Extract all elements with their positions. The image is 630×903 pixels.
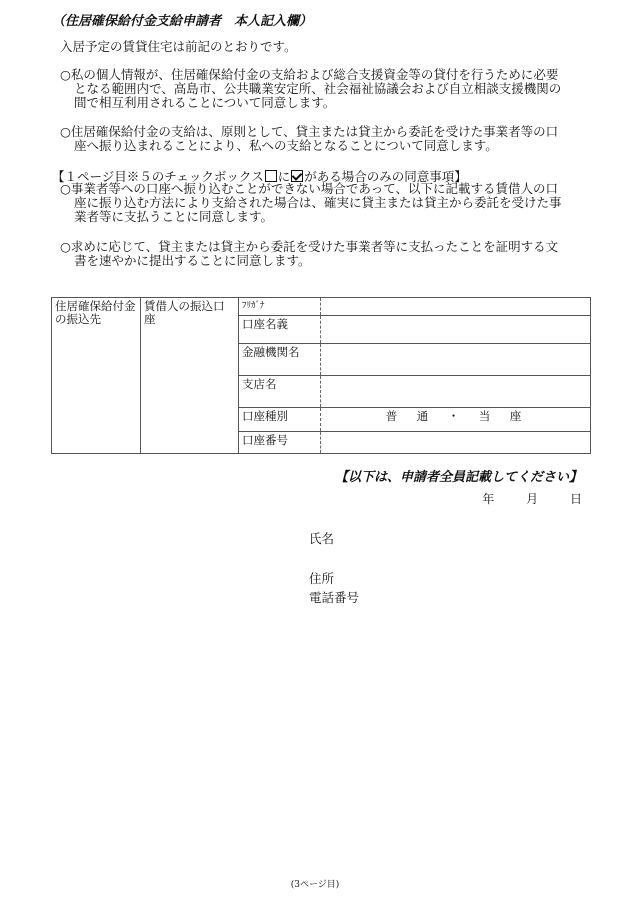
branch-name-label: 支店名 xyxy=(239,376,321,408)
page-number: (3ページ目) xyxy=(290,880,340,890)
name-label: 氏名 xyxy=(309,531,335,546)
section-heading: （住居確保給付金支給申請者 本人記入欄） xyxy=(52,14,313,29)
day-label: 日 xyxy=(569,492,582,506)
account-type-options[interactable]: 普 通 ・ 当 座 xyxy=(321,408,591,432)
all-applicants-note: 【以下は、申請者全員記載してください】 xyxy=(334,470,582,485)
intro-line: 入居予定の賃貸住宅は前記のとおりです。 xyxy=(60,39,297,54)
address-label: 住所 xyxy=(309,571,335,586)
branch-name-input[interactable] xyxy=(321,376,591,408)
account-number-input[interactable] xyxy=(321,432,591,454)
consent-proof-of-payment: ○求めに応じて、貸主または貸主から委託を受けた事業者等に支払ったことを証明する文 書を速やかに提出することに同意します。 xyxy=(60,239,559,268)
conditional-consent-title: 【１ページ目※５のチェックボックス に がある場合のみの同意事項】 xyxy=(52,169,467,184)
year-label: 年 xyxy=(482,492,495,506)
furigana-input[interactable] xyxy=(321,298,591,316)
bank-name-label: 金融機関名 xyxy=(239,344,321,376)
month-label: 月 xyxy=(526,492,539,506)
tenant-account-label: 賃借人の振込口座 xyxy=(141,298,239,454)
date-row xyxy=(454,490,582,507)
account-name-label: 口座名義 xyxy=(239,316,321,344)
phone-label: 電話番号 xyxy=(309,590,360,605)
account-type-label: 口座種別 xyxy=(239,408,321,432)
bank-name-input[interactable] xyxy=(321,344,591,376)
bank-account-table xyxy=(51,297,591,454)
account-name-input[interactable] xyxy=(321,316,591,344)
consent-personal-info: ○私の個人情報が、住居確保給付金の支給および総合支援資金等の貸付を行うために必要 となる範囲内で、高島市、公共職業安定所、社会福祉協議会および自立相談支援機関の 間で相互利用されることについて同意します。 xyxy=(60,67,562,110)
intro-text xyxy=(60,40,590,54)
furigana-label: ﾌﾘｶﾞﾅ xyxy=(239,298,321,316)
consent-payment-to-landlord: ○住居確保給付金の支給は、原則として、貸主または貸主から委託を受けた事業者等の口 座へ振り込まれることにより、私への支給となることについて同意します。 xyxy=(60,124,559,153)
payee-label: 住居確保給付金の振込先 xyxy=(52,298,141,454)
consent-tenant-account: ○事業者等への口座へ振り込むことができない場合であって、以下に記載する賃借人の口 座に振り込む方法により支給された場合は、確実に貸主または貸主から委託を受けた事 業者等に支払うことに同意します。 xyxy=(60,181,562,224)
account-number-label: 口座番号 xyxy=(239,432,321,454)
